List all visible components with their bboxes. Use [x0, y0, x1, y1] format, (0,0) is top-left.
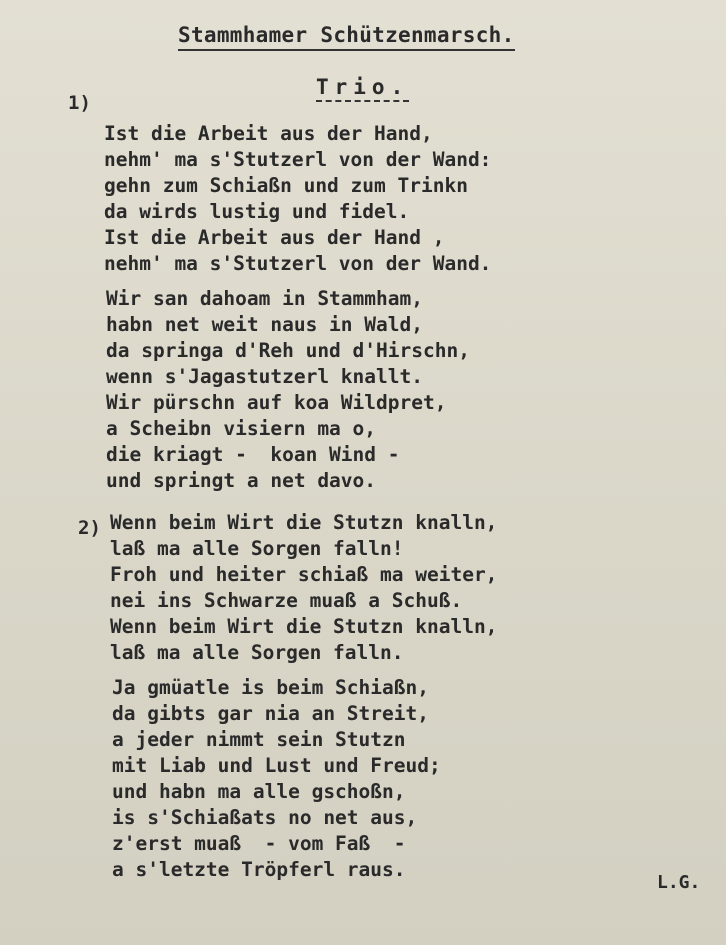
- verse-line: Ist die Arbeit aus der Hand ,: [104, 226, 445, 249]
- verse-line: a jeder nimmt sein Stutzn: [112, 728, 406, 751]
- verse-line: da wirds lustig und fidel.: [104, 200, 410, 223]
- verse-number: 2): [78, 517, 101, 539]
- verse-line: und habn ma alle gschoßn,: [112, 780, 406, 803]
- verse-number: 1): [68, 92, 91, 114]
- verse-line: Wir san dahoam in Stammham,: [106, 287, 423, 310]
- verse-line: Froh und heiter schiaß ma weiter,: [110, 563, 498, 586]
- verse-line: da springa d'Reh und d'Hirschn,: [106, 339, 470, 362]
- verse-line: nehm' ma s'Stutzerl von der Wand:: [104, 148, 492, 171]
- verse-line: Wir pürschn auf koa Wildpret,: [106, 391, 447, 414]
- verse-line: Ja gmüatle is beim Schiaßn,: [112, 676, 429, 699]
- verse-line: a s'letzte Tröpferl raus.: [112, 858, 406, 881]
- verse-line: habn net weit naus in Wald,: [106, 313, 423, 336]
- verse-line: Wenn beim Wirt die Stutzn knalln,: [110, 511, 498, 534]
- verse-line: laß ma alle Sorgen falln!: [110, 537, 404, 560]
- verse-line: laß ma alle Sorgen falln.: [110, 641, 404, 664]
- verse-line: mit Liab und Lust und Freud;: [112, 754, 441, 777]
- verse-1-stanza: [106, 286, 470, 494]
- verse-line: nei ins Schwarze muaß a Schuß.: [110, 589, 463, 612]
- verse-line: Wenn beim Wirt die Stutzn knalln,: [110, 615, 498, 638]
- verse-line: wenn s'Jagastutzerl knallt.: [106, 365, 423, 388]
- verse-line: z'erst muaß - vom Faß -: [112, 832, 406, 855]
- verse-line: die kriagt - koan Wind -: [106, 443, 400, 466]
- author-initials: L.G.: [657, 872, 701, 893]
- verse-2-refrain: [110, 510, 497, 666]
- song-title: Stammhamer Schützenmarsch.: [178, 22, 515, 51]
- verse-line: Ist die Arbeit aus der Hand,: [104, 122, 433, 145]
- section-subtitle: Trio.: [316, 74, 409, 102]
- verse-line: nehm' ma s'Stutzerl von der Wand.: [104, 252, 492, 275]
- verse-2-stanza: [112, 675, 441, 883]
- verse-1-refrain: [104, 121, 491, 277]
- verse-line: und springt a net davo.: [106, 469, 377, 492]
- verse-line: da gibts gar nia an Streit,: [112, 702, 429, 725]
- verse-line: is s'Schiaßats no net aus,: [112, 806, 418, 829]
- verse-line: gehn zum Schiaßn und zum Trinkn: [104, 174, 468, 197]
- verse-line: a Scheibn visiern ma o,: [106, 417, 377, 440]
